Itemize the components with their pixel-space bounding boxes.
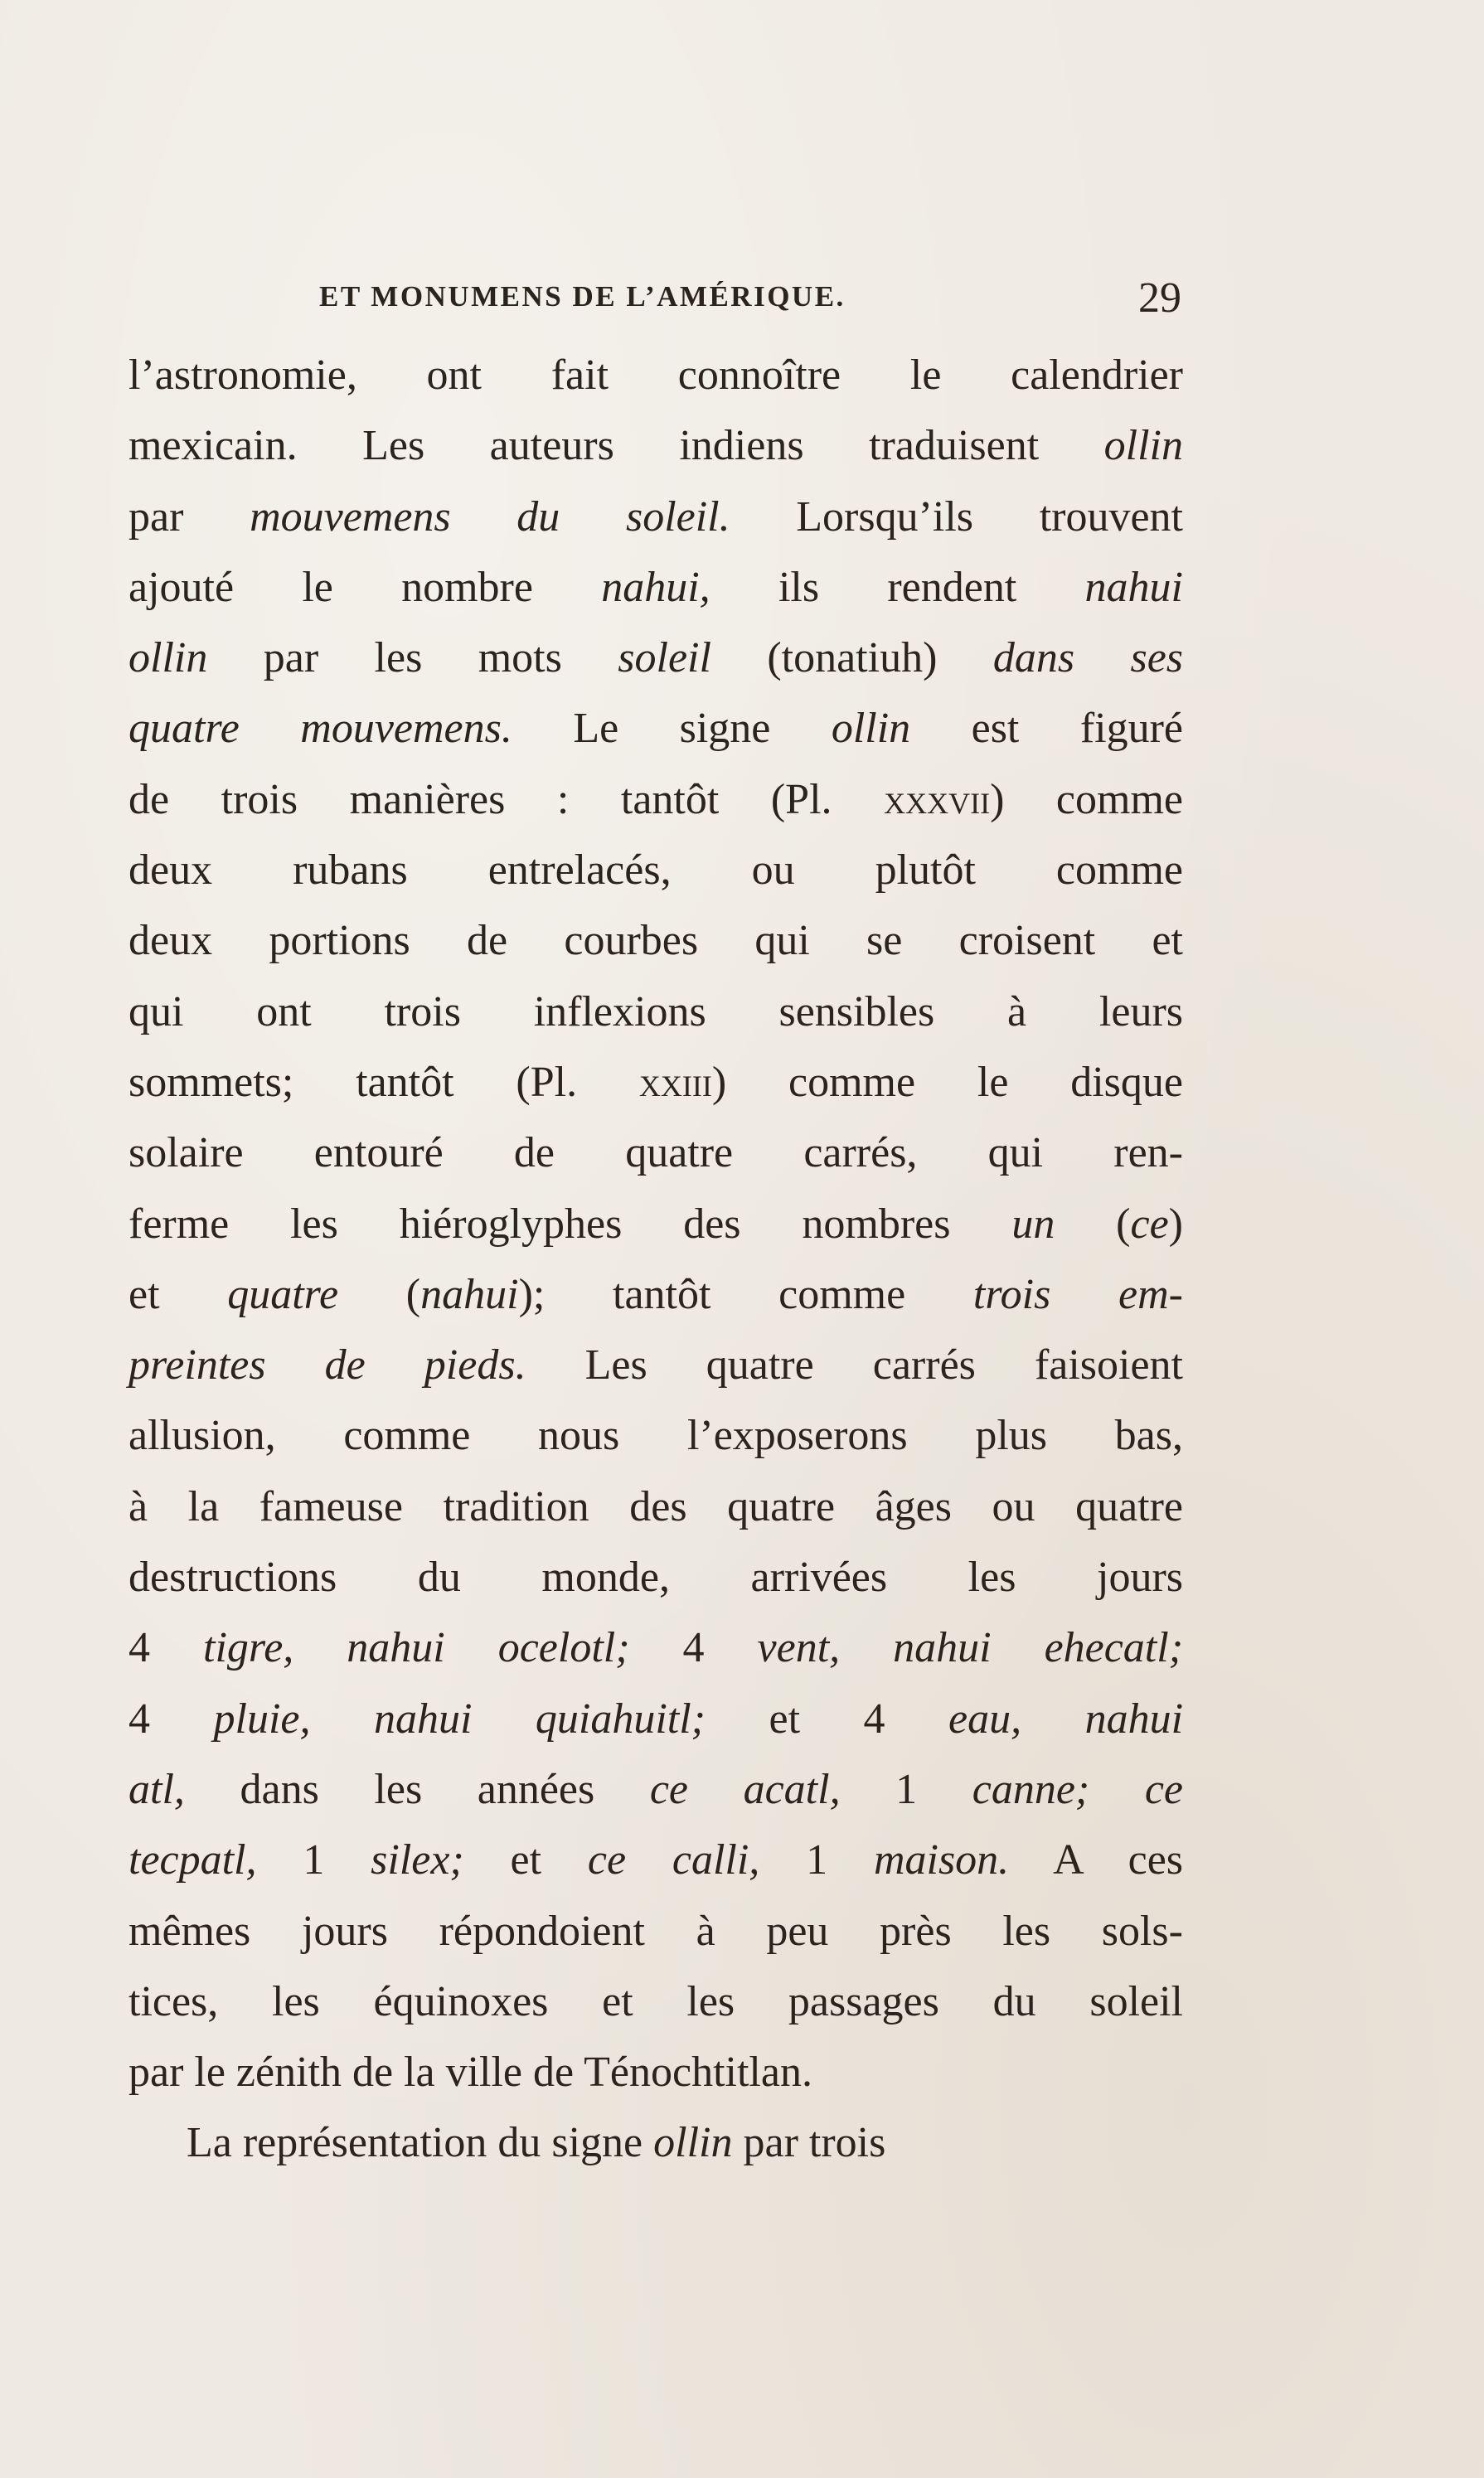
italic-run: canne; ce (972, 1765, 1183, 1813)
text-line (129, 693, 1183, 764)
text-line (129, 1259, 1183, 1330)
text-run: 1 (256, 1836, 371, 1884)
italic-run: nahui, (601, 563, 710, 611)
text-line (129, 1047, 1183, 1118)
text-run: par les mots (207, 634, 618, 682)
italic-run: quatre (227, 1270, 339, 1318)
text-line (129, 835, 1183, 905)
italic-run: atl, (129, 1765, 185, 1813)
small-caps-run: xxiii (638, 1058, 712, 1106)
text-line (129, 905, 1183, 976)
italic-run: nahui (1084, 563, 1183, 611)
text-line (129, 1896, 1183, 1966)
text-run: Le signe (512, 705, 832, 753)
text-line (129, 2107, 1183, 2178)
text-run: 4 (682, 1624, 758, 1672)
text-line (129, 1472, 1183, 1542)
text-run: ) comme le disque (711, 1058, 1183, 1106)
text-line (129, 1400, 1183, 1471)
text-line (129, 2037, 1183, 2107)
text-run: par trois (732, 2119, 886, 2167)
italic-run: trois em- (972, 1270, 1183, 1318)
italic-run: un (1011, 1200, 1055, 1248)
italic-run: ollin (129, 634, 208, 682)
italic-run: quatre mouvemens. (129, 705, 512, 753)
small-caps-run: xxxvii (884, 775, 991, 823)
text-run: ajouté le nombre (129, 563, 602, 611)
text-run: La représentation du signe (187, 2119, 654, 2167)
italic-run: vent, nahui ehecatl; (757, 1624, 1184, 1672)
text-run: (tonatiuh) (710, 634, 993, 682)
italic-run: eau, nahui (948, 1695, 1184, 1743)
text-line (129, 1684, 1183, 1754)
text-run: ( (1055, 1200, 1131, 1248)
text-run: 1 (840, 1765, 972, 1813)
italic-run: ce calli, (587, 1836, 760, 1884)
text-line (129, 1330, 1183, 1400)
text-run: ( (338, 1270, 421, 1318)
text-line (129, 410, 1183, 481)
text-line (129, 1118, 1183, 1188)
italic-run: silex; (371, 1836, 464, 1884)
italic-run: tigre, nahui ocelotl; (203, 1624, 683, 1672)
text-run: tices, les équinoxes et les passages du soleil (129, 1977, 1183, 2025)
italic-run: ollin (831, 705, 911, 753)
text-line (129, 764, 1183, 835)
text-line (129, 977, 1183, 1047)
text-line (129, 552, 1183, 623)
text-run: et 4 (706, 1695, 949, 1743)
text-run: dans les années (184, 1765, 650, 1813)
text-run: Lorsqu’ils trouvent (730, 492, 1183, 541)
italic-run: dans ses (992, 634, 1184, 682)
body-text (129, 340, 1183, 2179)
text-run: par (129, 492, 250, 541)
text-line (129, 1612, 1183, 1683)
text-run: ); tantôt comme (518, 1270, 973, 1318)
text-run: et (463, 1836, 588, 1884)
text-run: de trois manières : tantôt (Pl. (129, 775, 885, 823)
text-run: ferme les hiéroglyphes des nombres (129, 1200, 1012, 1248)
text-line (129, 482, 1183, 552)
text-run: ils rendent (710, 563, 1085, 611)
text-run: 4 (129, 1695, 214, 1743)
text-run: A ces (1009, 1836, 1184, 1884)
italic-run: maison. (873, 1836, 1010, 1884)
text-run: Les quatre carrés faisoient (526, 1341, 1183, 1389)
italic-run: nahui (420, 1270, 519, 1318)
text-run: sommets; tantôt (Pl. (129, 1058, 639, 1106)
italic-run: ce (1130, 1200, 1169, 1248)
italic-run: ollin (653, 2119, 733, 2167)
italic-run: soleil (618, 634, 711, 682)
page-number: 29 (1138, 274, 1181, 322)
text-run: l’astronomie, ont fait connoître le calendrier (129, 352, 1183, 399)
italic-run: ollin (1103, 422, 1183, 470)
running-title: ET MONUMENS DE L’AMÉRIQUE. (319, 280, 846, 313)
text-run: qui ont trois inflexions sensibles à leurs (129, 987, 1183, 1035)
text-line (129, 1966, 1183, 2037)
italic-run: pluie, nahui quiahuitl; (213, 1695, 706, 1743)
text-line (129, 623, 1183, 693)
italic-run: tecpatl, (129, 1836, 257, 1884)
text-run: par le zénith de la ville de Ténochtitlan. (129, 2049, 812, 2097)
text-run: et (129, 1270, 228, 1318)
text-run: est figuré (910, 705, 1183, 753)
text-line (129, 1189, 1183, 1259)
text-run: mêmes jours répondoient à peu près les sols- (129, 1907, 1183, 1955)
italic-run: ce acatl, (649, 1765, 841, 1813)
text-line (129, 340, 1183, 410)
text-run: mexicain. Les auteurs indiens traduisent (129, 422, 1104, 470)
italic-run: preintes de pieds. (129, 1341, 526, 1389)
text-line (129, 1825, 1183, 1895)
text-run: ) comme (990, 775, 1183, 823)
text-run: allusion, comme nous l’exposerons plus bas, (129, 1412, 1183, 1460)
text-run: ) (1168, 1200, 1183, 1248)
page-header (319, 274, 1181, 332)
text-run: à la fameuse tradition des quatre âges ou quatre (129, 1482, 1183, 1530)
text-run: deux rubans entrelacés, ou plutôt comme (129, 846, 1183, 895)
text-run: 1 (759, 1836, 874, 1884)
text-run: solaire entouré de quatre carrés, qui ren- (129, 1129, 1183, 1177)
italic-run: mouvemens du soleil. (250, 492, 730, 541)
text-run: 4 (129, 1624, 203, 1672)
text-run: destructions du monde, arrivées les jours (129, 1554, 1183, 1602)
text-line (129, 1754, 1183, 1825)
text-run: deux portions de courbes qui se croisent et (129, 917, 1183, 965)
text-line (129, 1542, 1183, 1612)
